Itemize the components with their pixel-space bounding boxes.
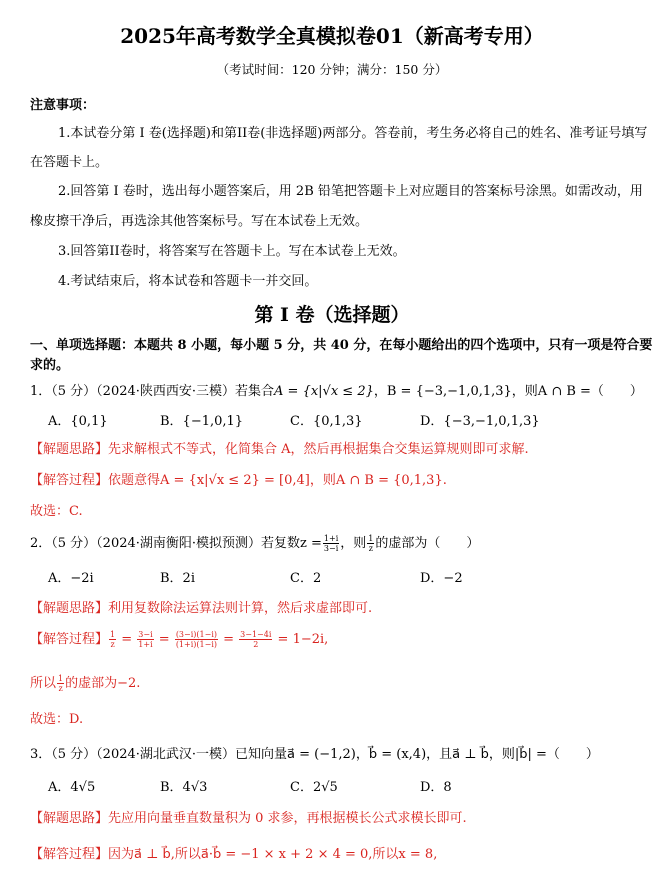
question-2-solution-idea — [30, 597, 372, 616]
question-3-option-d: D．8 — [420, 780, 452, 795]
question-1-set-a: A = {x|√x ≤ 2} — [274, 384, 374, 399]
question-3-solution-idea — [30, 807, 467, 826]
exam-info: （考试时间：120 分钟；满分：150 分） — [216, 62, 448, 77]
question-2-conclusion: 所以 $\frac{1}{z}$ 的虚部为−2. — [30, 674, 141, 693]
notice-item-4: 4.考试结束后，将本试卷和答题卡一并交回。 — [58, 274, 318, 289]
question-2-option-a: A．−2i — [48, 571, 94, 586]
solution-process-label: 【解答过程】 — [30, 473, 109, 488]
solution-idea-text: 先求解根式不等式，化简集合 A，然后再根据集合交集运算规则即可求解. — [108, 442, 529, 457]
question-2-option-d: D．−2 — [420, 571, 463, 586]
question-2-z-fraction: $\frac{1+i}{3-i}$ — [323, 534, 339, 553]
notice-item-1-line-1: 1.本试卷分第 I 卷(选择题)和第II卷(非选择题)两部分。答卷前，考生务必将自己的姓名、准考证号填写 — [58, 126, 648, 141]
question-1-answer: 故选：C. — [30, 504, 83, 519]
fraction-step-3: $\frac{3-1-4i}{2}$ — [240, 630, 272, 649]
notice-item-3: 3.回答第II卷时，将答案写在答题卡上。写在本试卷上无效。 — [58, 244, 406, 259]
page-title: 2025年高考数学全真模拟卷01（新高考专用） — [120, 24, 544, 48]
question-2-answer: 故选：D. — [30, 712, 84, 727]
question-2-inverse-fraction: $\frac{1}{z}$ — [368, 534, 374, 553]
question-2-stem — [30, 532, 479, 553]
question-3-option-b: B．4√3 — [160, 780, 208, 795]
question-3-solution-process — [30, 843, 437, 862]
section-title: 第 I 卷（选择题） — [254, 304, 410, 326]
fraction-1-over-z: $\frac{1}{z}$ — [58, 674, 64, 693]
solution-process-label: 【解答过程】 — [30, 847, 109, 862]
section-instruction-line-2: 求的。 — [30, 358, 70, 373]
question-2-option-c: C．2 — [290, 571, 322, 586]
question-2-prefix: 2．（5 分）（2024·湖南衡阳·模拟预测）若复数z = — [30, 536, 322, 551]
question-2-mid: ，则 — [340, 536, 367, 551]
solution-idea-text: 先应用向量垂直数量积为 0 求参，再根据模长公式求模长即可. — [108, 811, 467, 826]
solution-idea-label: 【解题思路】 — [30, 811, 109, 826]
notice-item-2-line-1: 2.回答第 I 卷时，选出每小题答案后，用 2B 铅笔把答题卡上对应题目的答案标号涂黑。如需改动，用 — [58, 184, 643, 199]
notice-item-2-line-2: 橡皮擦干净后，再选涂其他答案标号。写在本试卷上无效。 — [30, 214, 369, 229]
question-2-option-b: B．2i — [160, 571, 195, 586]
fraction-1-over-z: $\frac{1}{z}$ — [110, 630, 116, 649]
notice-item-1-line-2: 在答题卡上。 — [30, 155, 109, 170]
fraction-step-1: $\frac{3-i}{1+i}$ — [138, 630, 153, 649]
process-result: = 1−2i, — [277, 632, 329, 647]
notice-heading: 注意事项： — [30, 98, 96, 113]
question-2-suffix: 的虚部为（ ） — [375, 536, 480, 551]
solution-idea-text: 利用复数除法运算法则计算，然后求虚部即可. — [108, 601, 373, 616]
question-1-stem — [30, 380, 643, 399]
question-1-prefix: 1．（5 分）（2024·陕西西安·三模）若集合 — [30, 384, 275, 399]
question-1-option-b: B．{−1,0,1} — [160, 414, 244, 429]
solution-process-label: 【解答过程】 — [30, 632, 109, 647]
solution-idea-label: 【解题思路】 — [30, 601, 109, 616]
fraction-step-2: $\frac{(3-i)(1-i)}{(1+i)(1-i)}$ — [175, 630, 217, 649]
question-3-option-c: C．2√5 — [290, 780, 338, 795]
question-2-solution-process: 【解答过程】 $\frac{1}{z}$ = $\frac{3-i}{1+i}$ = $\frac{(3-i)(1-i)}{(1+i)(1-i)}$ = $\frac{3-1-4i}{2}$ = 1−2i, — [30, 630, 329, 649]
solution-idea-label: 【解题思路】 — [30, 442, 109, 457]
solution-process-text: 依题意得A = {x|√x ≤ 2} = [0,4]，则A ∩ B = {0,1,3}. — [108, 473, 447, 488]
question-3-option-a: A．4√5 — [48, 780, 96, 795]
question-1-solution-idea — [30, 438, 529, 457]
question-3-stem: 3．（5 分）（2024·湖北武汉·一模）已知向量a⃗ = (−1,2)，b⃗ = (x,4)，且a⃗ ⊥ b⃗，则|b⃗| =（ ） — [30, 747, 599, 762]
section-instruction-line-1: 一、单项选择题：本题共 8 小题，每小题 5 分，共 40 分，在每小题给出的四个选项中，只有一项是符合要 — [30, 338, 653, 353]
solution-process-text: 因为a⃗ ⊥ b⃗,所以a⃗·b⃗ = −1 × x + 2 × 4 = 0,所以x = 8, — [108, 847, 438, 862]
question-1-set-b: ，B = {−3,−1,0,1,3}，则A ∩ B =（ ） — [373, 384, 643, 399]
question-1-option-c: C．{0,1,3} — [290, 414, 363, 429]
question-1-option-a: A．{0,1} — [48, 414, 108, 429]
question-1-solution-process — [30, 469, 447, 488]
question-1-option-d: D．{−3,−1,0,1,3} — [420, 414, 540, 429]
